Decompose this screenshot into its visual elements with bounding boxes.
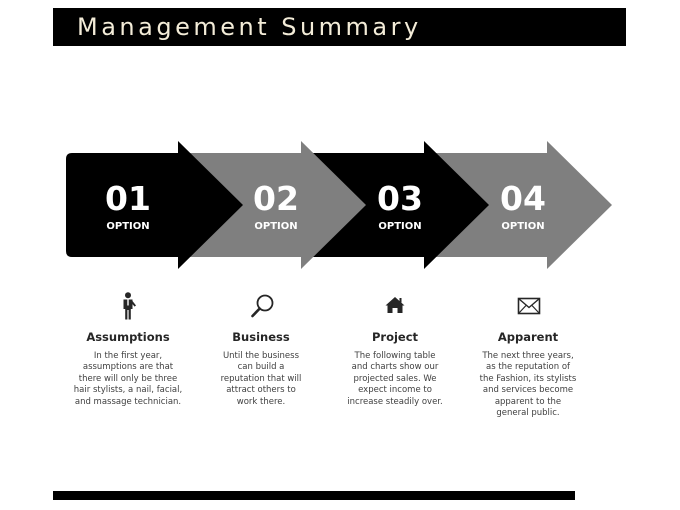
home-icon bbox=[380, 292, 410, 320]
step-option-04: OPTION bbox=[501, 221, 545, 232]
page-title: Management Summary bbox=[77, 13, 422, 41]
description-line: assumptions are that bbox=[82, 362, 174, 373]
step-number-02: 02 bbox=[253, 179, 299, 218]
heading-project: Project bbox=[371, 330, 419, 344]
description-line: attract others to bbox=[226, 385, 296, 396]
description-line: apparent to the bbox=[494, 396, 562, 407]
description-line: hair stylists, a nail, facial, bbox=[73, 385, 183, 396]
step-number-01: 01 bbox=[105, 179, 151, 218]
description-line: increase steadily over. bbox=[347, 396, 443, 407]
description-line: projected sales. We bbox=[353, 373, 437, 384]
person-icon bbox=[113, 292, 143, 320]
description-line: general public. bbox=[496, 408, 560, 419]
heading-assumptions: Assumptions bbox=[86, 330, 170, 344]
description-line: The following table bbox=[354, 351, 436, 361]
heading-business: Business bbox=[232, 330, 290, 344]
magnifier-icon bbox=[247, 292, 277, 320]
description-apparent bbox=[468, 351, 588, 419]
description-line: Until the business bbox=[222, 351, 300, 361]
description-line: work there. bbox=[236, 396, 286, 407]
description-line: expect income to bbox=[358, 385, 432, 396]
description-line: and massage technician. bbox=[74, 396, 182, 407]
bottom-divider-bar bbox=[53, 491, 575, 500]
step-option-01: OPTION bbox=[106, 221, 150, 232]
envelope-icon bbox=[514, 292, 544, 320]
description-line: and charts show our bbox=[351, 362, 439, 373]
heading-apparent: Apparent bbox=[497, 330, 559, 344]
description-line: In the first year, bbox=[93, 351, 163, 361]
step-option-03: OPTION bbox=[378, 221, 422, 232]
description-line: the Fashion, its stylists bbox=[479, 373, 577, 384]
description-project bbox=[335, 351, 455, 408]
step-number-03: 03 bbox=[377, 179, 423, 218]
description-business bbox=[201, 351, 321, 408]
step-option-02: OPTION bbox=[254, 221, 298, 232]
description-line: as the reputation of bbox=[485, 362, 571, 373]
description-line: and services become bbox=[482, 385, 574, 396]
step-number-04: 04 bbox=[500, 179, 546, 218]
description-line: can build a bbox=[237, 362, 285, 373]
description-line: The next three years, bbox=[482, 351, 574, 361]
description-line: there will only be three bbox=[78, 373, 178, 384]
description-line: reputation that will bbox=[220, 373, 302, 384]
description-assumptions bbox=[68, 351, 188, 408]
